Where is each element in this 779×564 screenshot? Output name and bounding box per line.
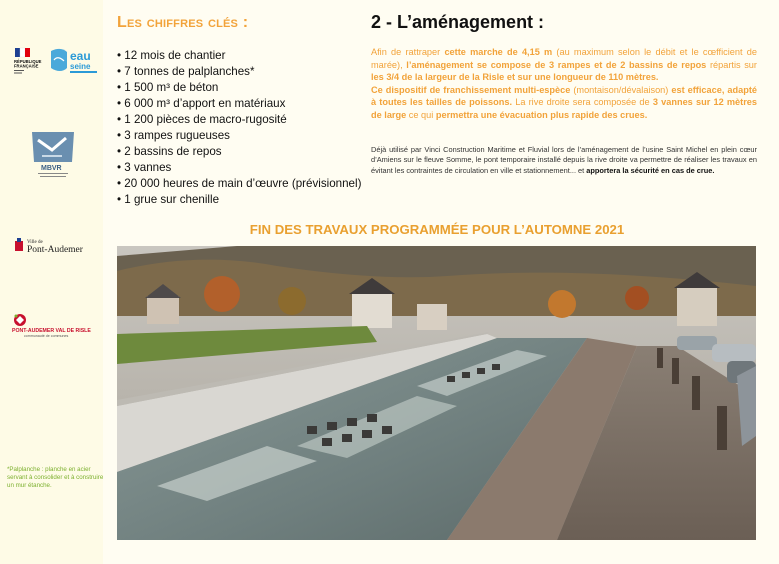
eau-seine-normandie-logo	[47, 46, 101, 80]
svg-text:seine: seine	[70, 62, 91, 71]
text-span: Afin de rattraper	[371, 47, 445, 57]
svg-text:FRANÇAISE: FRANÇAISE	[14, 63, 39, 69]
list-item: • 6 000 m³ d’apport en matériaux	[117, 96, 367, 112]
list-item: • 3 rampes rugueuses	[117, 128, 367, 144]
text-span: ce qui	[406, 109, 436, 120]
list-item: • 1 500 m³ de béton	[117, 80, 367, 96]
text-span: (montaison/dévalaison)	[570, 84, 672, 95]
list-item: • 12 mois de chantier	[117, 48, 367, 64]
pont-audemer-val-de-risle-logo	[12, 312, 100, 338]
list-item: • 3 vannes	[117, 160, 367, 176]
text-bold: est efficace, adapté à toutes les tailles de poissons.	[371, 84, 757, 108]
text-bold: l’aménagement se compose de 3 rampes et de 2 bassins de repos	[406, 59, 707, 70]
amenagement-description	[371, 46, 757, 122]
text-bold: 3 vannes sur 12 mètres de large	[371, 97, 757, 120]
text-span: (au maximum selon le débit et le cœfficient de marée),	[371, 47, 757, 70]
text-span: répartis sur	[706, 59, 757, 70]
svg-text:eau: eau	[70, 49, 91, 63]
text-span: La rive droite sera composée de	[512, 97, 653, 108]
svg-text:RÉPUBLIQUE: RÉPUBLIQUE	[14, 59, 42, 64]
svg-text:PONT-AUDEMER VAL DE RISLE: PONT-AUDEMER VAL DE RISLE	[12, 328, 91, 334]
svg-text:MBVR: MBVR	[41, 165, 62, 172]
ville-pont-audemer-logo	[14, 236, 98, 256]
key-figures-list	[117, 48, 367, 208]
completion-banner: FIN DES TRAVAUX PROGRAMMÉE POUR L’AUTOMNE 2021	[249, 222, 625, 237]
text-span: Déjà utilisé par Vinci Construction Maritime et Fluvial lors de l’aménagement de l’usine Saint Michel en plein cœur d’Amiens sur le fleuve Somme, le pont temporaire installé depuis la rive droite va permettre de réaliser les travaux en évitant les contraintes de circulation en ville et stationnement... et	[371, 145, 757, 175]
text-bold: cette marche de 4,15 m	[444, 47, 553, 57]
key-figures-heading: Les chiffres clés :	[117, 14, 249, 31]
temporary-bridge-paragraph	[371, 145, 757, 176]
svg-text:Ville de: Ville de	[27, 240, 43, 245]
smbvr-logo	[28, 130, 78, 182]
list-item: • 1 grue sur chenille	[117, 192, 367, 208]
republique-francaise-logo	[12, 46, 47, 80]
svg-text:communauté de communes: communauté de communes	[24, 334, 69, 338]
list-item: • 1 200 pièces de macro-rugosité	[117, 112, 367, 128]
palplanche-footnote: *Palplanche : planche en acier servant à consolider et à construire un mur étanche.	[7, 466, 104, 490]
text-bold: apportera la sécurité en cas de crue.	[586, 165, 715, 175]
amenagement-heading: 2 - L’aménagement :	[371, 12, 545, 32]
list-item: • 20 000 heures de main d’œuvre (prévisionnel)	[117, 176, 367, 192]
svg-text:Pont-Audemer: Pont-Audemer	[27, 245, 83, 255]
list-item: • 2 bassins de repos	[117, 144, 367, 160]
fish-pass-photo	[117, 246, 756, 540]
text-bold: Ce dispositif de franchissement multi-espèce	[371, 84, 571, 95]
list-item: • 7 tonnes de palplanches*	[117, 64, 367, 80]
text-bold: permettra une évacuation plus rapide des crues.	[435, 109, 648, 120]
text-bold: les 3/4 de la largeur de la Risle et sur une longueur de 110 mètres.	[371, 72, 659, 83]
